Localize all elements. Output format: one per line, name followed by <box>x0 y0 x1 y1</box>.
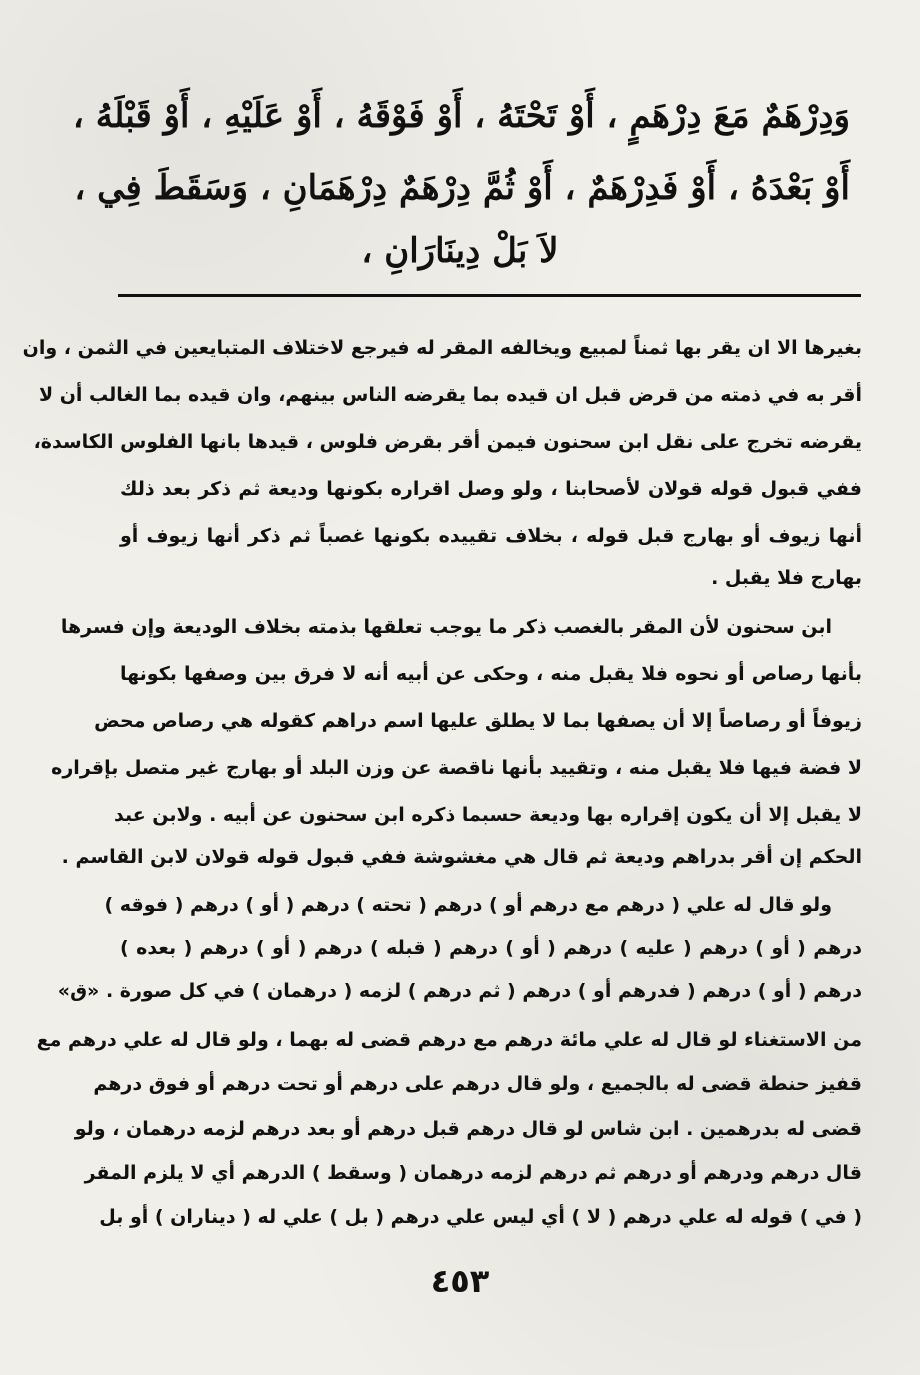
verse-line-3: لاَ بَلْ دِينَارَانِ ، <box>361 231 559 271</box>
commentary-line: زيوفاً أو رصاصاً إلا أن يصفها بما لا يطلق عليها اسم دراهم كقوله هي رصاص محض <box>94 710 862 732</box>
commentary-line: الحكم إن أقر بدراهم وديعة ثم قال هي مغشوشة ففي قبول قوله قولان لابن القاسم . <box>61 846 862 868</box>
commentary-line: أقر به في ذمته من قرض قبل ان قيده بما يقرضه الناس بينهم، وان قيده بما الغالب أن لا <box>38 384 862 406</box>
commentary-line: لا يقبل إلا أن يكون إقراره بها وديعة حسبما ذكره ابن سحنون عن أبيه . ولابن عبد <box>113 804 862 826</box>
commentary-line: درهم ( أو ) درهم ( عليه ) درهم ( أو ) درهم ( قبله ) درهم ( أو ) درهم ( بعده ) <box>120 937 862 959</box>
verse-line-2: أَوْ بَعْدَهُ ، أَوْ فَدِرْهَمٌ ، أَوْ ثُمَّ دِرْهَمٌ دِرْهَمَانِ ، وَسَقَطَ فِي ، <box>74 168 850 208</box>
commentary-line: من الاستغناء لو قال له علي مائة درهم مع درهم قضى له بهما ، ولو قال له علي درهم مع <box>36 1029 862 1051</box>
separator-rule <box>118 294 861 297</box>
commentary-line: ( في ) قوله له علي درهم ( لا ) أي ليس علي درهم ( بل ) علي له ( ديناران ) أو بل <box>99 1206 862 1228</box>
verse-line-1: وَدِرْهَمٌ مَعَ دِرْهَمٍ ، أَوْ تَحْتَهُ ، أَوْ فَوْقَهُ ، أَوْ عَلَيْهِ ، أَوْ قَبْلَهُ ، <box>72 96 850 136</box>
commentary-line: أنها زيوف أو بهارج قبل قوله ، بخلاف تقييده بكونها غصباً ثم ذكر أنها زيوف أو <box>120 525 862 547</box>
commentary-line: بغيرها الا ان يقر بها ثمناً لمبيع ويخالفه المقر له فيرجع لاختلاف المتبايعين في الثمن ، وان <box>22 337 862 359</box>
commentary-line: ابن سحنون لأن المقر بالغصب ذكر ما يوجب تعلقها بذمته بخلاف الوديعة وإن فسرها <box>60 616 832 638</box>
commentary-line: بهارج فلا يقبل . <box>711 567 862 589</box>
page-number: ٤٥٣ <box>430 1262 490 1300</box>
commentary-line: لا فضة فيها فلا يقبل منه ، وتقييد بأنها ناقصة عن وزن البلد أو بهارج غير متصل بإقراره <box>51 757 862 779</box>
commentary-line: درهم ( أو ) درهم ( فدرهم أو ) درهم ( ثم درهم ) لزمه ( درهمان ) في كل صورة . «ق» <box>57 980 862 1002</box>
commentary-line: قال درهم ودرهم أو درهم ثم درهم لزمه درهمان ( وسقط ) الدرهم أي لا يلزم المقر <box>84 1162 862 1184</box>
commentary-line: ولو قال له علي ( درهم مع درهم أو ) درهم ( تحته ) درهم ( أو ) درهم ( فوقه ) <box>104 894 832 916</box>
commentary-line: يقرضه تخرج على نقل ابن سحنون فيمن أقر بقرض فلوس ، قيدها بانها الفلوس الكاسدة، <box>33 431 862 453</box>
commentary-line: قضى له بدرهمين . ابن شاس لو قال درهم قبل درهم أو بعد درهم لزمه درهمان ، ولو <box>74 1118 862 1140</box>
commentary-line: ففي قبول قوله قولان لأصحابنا ، ولو وصل اقراره بكونها وديعة ثم ذكر بعد ذلك <box>120 478 862 500</box>
commentary-line: قفيز حنطة قضى له بالجميع ، ولو قال درهم على درهم أو تحت درهم أو فوق درهم <box>93 1073 862 1095</box>
commentary-line: بأنها رصاص أو نحوه فلا يقبل منه ، وحكى عن أبيه أنه لا فرق بين وصفها بكونها <box>120 663 862 685</box>
